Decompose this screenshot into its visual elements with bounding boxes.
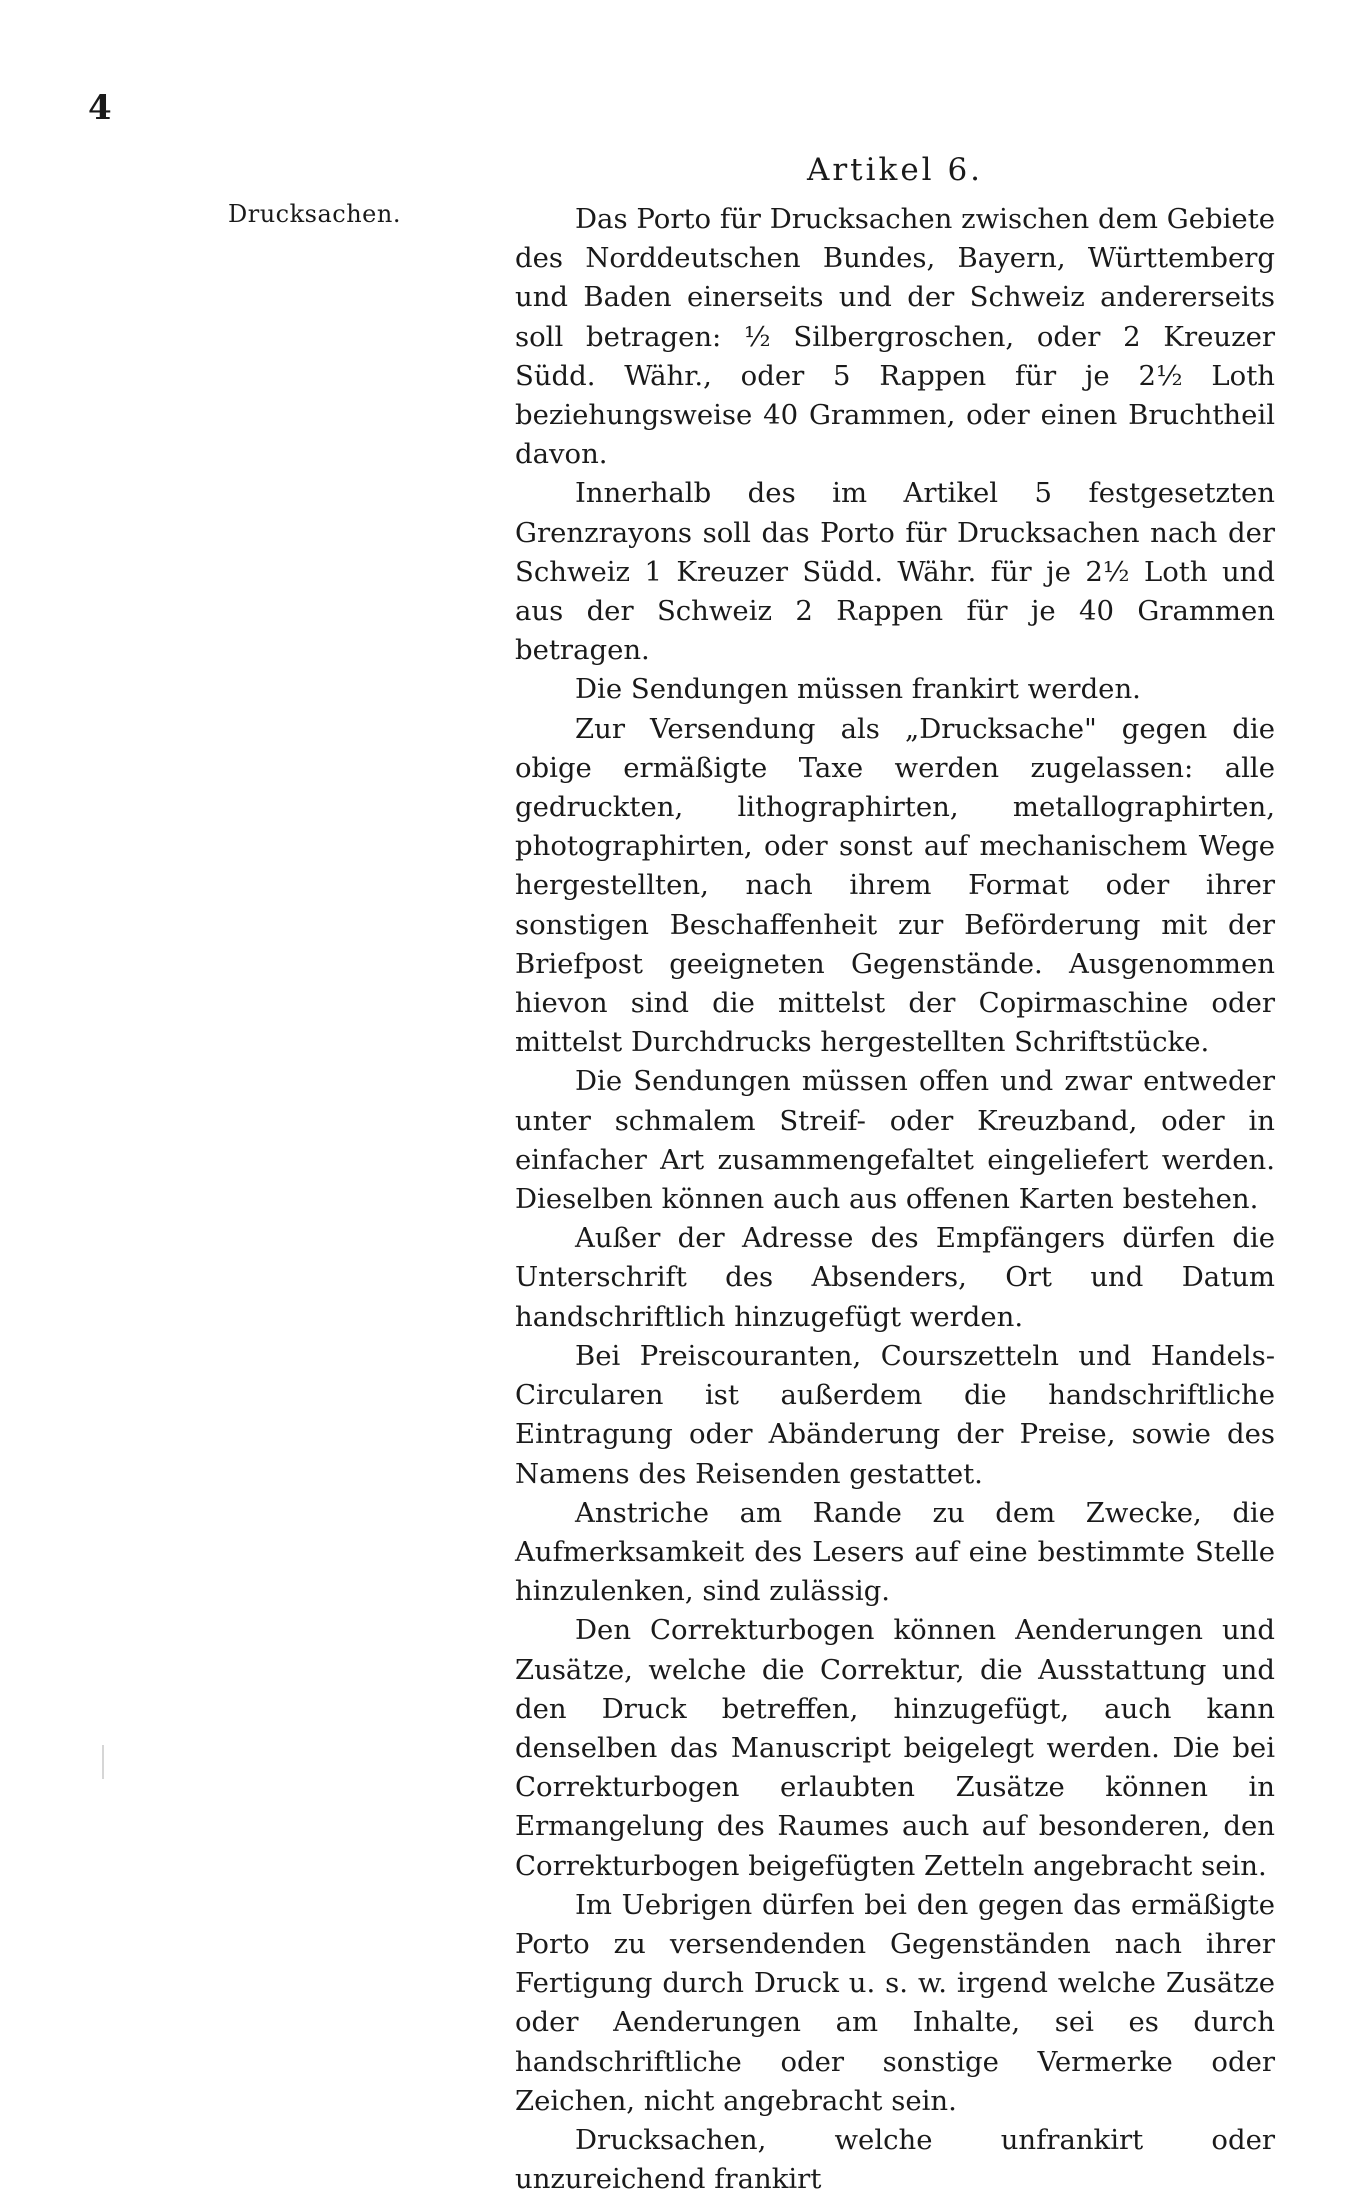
paragraph: Die Sendungen müssen frankirt werden.: [575, 673, 1141, 706]
page-number: 4: [88, 88, 112, 128]
paragraph: Innerhalb des im Artikel 5 festgesetzten Grenzrayons soll das Porto für Drucksachen nach der Schweiz 1 Kreuzer Südd. Währ. für je 2½ Loth und aus der Schweiz 2 Rappen für je 40 Grammen betragen.: [515, 477, 1275, 667]
paragraph: Zur Versendung als „Drucksache" gegen die obige ermäßigte Taxe werden zugelassen: alle gedruckten, lithographirten, metallographirten, photographirten, oder sonst auf mechanischem Wege hergestellten, nach ihrem Format oder ihrer sonstigen Beschaffenheit zur Beförderung mit der Briefpost geeigneten Gegenstände. Ausgenommen hievon sind die mittelst der Copirmaschine oder mittelst Durchdrucks hergestellten Schriftstücke.: [515, 712, 1275, 1059]
margin-note: Drucksachen.: [228, 200, 401, 228]
paragraph: Im Uebrigen dürfen bei den gegen das ermäßigte Porto zu versendenden Gegenständen nach ihrer Fertigung durch Druck u. s. w. irgend welche Zusätze oder Aenderungen am Inhalte, sei es durch handschriftliche oder sonstige Vermerke oder Zeichen, nicht angebracht sein.: [515, 1888, 1275, 2117]
paragraph: Die Sendungen müssen offen und zwar entweder unter schmalem Streif- oder Kreuzband, oder in einfacher Art zusammengefaltet eingeliefert werden. Dieselben können auch aus offenen Karten bestehen.: [515, 1065, 1275, 1216]
paragraph: Außer der Adresse des Empfängers dürfen die Unterschrift des Absenders, Ort und Datum handschriftlich hinzugefügt werden.: [515, 1222, 1275, 1333]
paragraph: Bei Preiscouranten, Courszetteln und Handels-Circularen ist außerdem die handschriftliche Eintragung oder Abänderung der Preise, sowie des Namens des Reisenden gestattet.: [515, 1339, 1275, 1490]
paragraph: Das Porto für Drucksachen zwischen dem Gebiete des Norddeutschen Bundes, Bayern, Württemberg und Baden einerseits und der Schweiz andererseits soll betragen: ½ Silbergroschen, oder 2 Kreuzer Südd. Währ., oder 5 Rappen für je 2½ Loth beziehungsweise 40 Grammen, oder einen Bruchtheil davon.: [515, 203, 1275, 471]
paragraph: Drucksachen, welche unfrankirt oder unzureichend frankirt: [515, 2123, 1275, 2196]
paragraph: Den Correkturbogen können Aenderungen und Zusätze, welche die Correktur, die Ausstattung und den Druck betreffen, hinzugefügt, auch kann denselben das Manuscript beigelegt werden. Die bei Correkturbogen erlaubten Zusätze können in Ermangelung des Raumes auch auf besonderen, den Correkturbogen beigefügten Zetteln angebracht sein.: [515, 1614, 1275, 1882]
article-heading: Artikel 6.: [806, 152, 984, 188]
article-body: [515, 200, 1275, 2199]
paragraph: Anstriche am Rande zu dem Zwecke, die Aufmerksamkeit des Lesers auf eine bestimmte Stelle hinzulenken, sind zulässig.: [515, 1496, 1275, 1608]
scan-edge-mark: [102, 1745, 104, 1779]
